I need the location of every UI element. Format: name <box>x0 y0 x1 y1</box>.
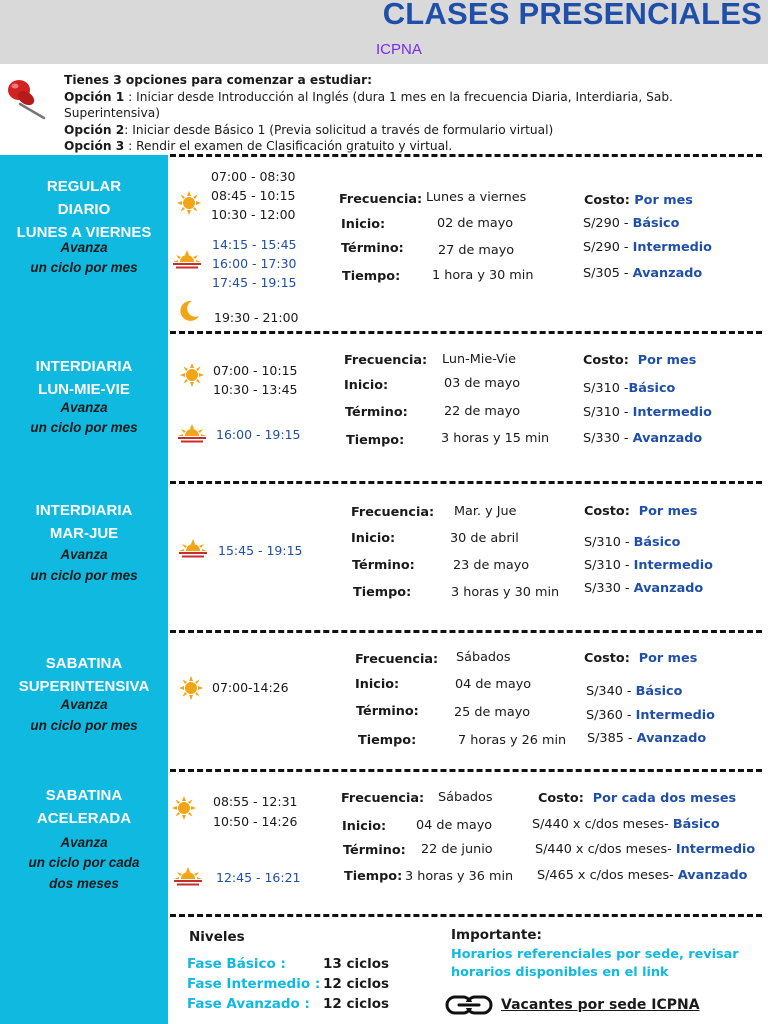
price-intermedio: S/290 - Intermedio <box>583 240 712 255</box>
costo-header: Costo: Por mes <box>584 651 698 666</box>
section-subtitle-line: Avanza <box>60 697 108 712</box>
time-slot: 14:15 - 15:45 <box>212 237 297 252</box>
time-slot: 10:30 - 12:00 <box>211 207 296 222</box>
intro-option-3: Opción 3 : Rendir el examen de Clasificación gratuito y virtual. <box>64 139 453 153</box>
separator <box>170 331 762 334</box>
price-basico: S/340 - Básico <box>586 684 683 699</box>
costo-header: Costo: Por mes <box>584 504 698 519</box>
separator <box>170 630 762 633</box>
time-slot: 07:00 - 10:15 <box>213 363 298 378</box>
moon-icon <box>176 298 202 324</box>
section-subtitle-line: un ciclo por mes <box>30 568 138 583</box>
price-intermedio: S/440 x c/dos meses- Intermedio <box>535 842 756 857</box>
price-intermedio: S/360 - Intermedio <box>586 708 715 723</box>
termino-label: Término: <box>343 843 406 858</box>
page-title: CLASES PRESENCIALES <box>382 0 762 31</box>
importante-text: Horarios referenciales por sede, revisar horarios disponibles en el link <box>451 947 739 980</box>
separator <box>170 769 762 772</box>
intro-heading: Tienes 3 opciones para comenzar a estudiar: <box>64 73 372 87</box>
sunset-icon <box>173 864 203 888</box>
section-title-line: LUN-MIE-VIE <box>38 381 130 398</box>
frecuencia-label: Frecuencia: <box>355 652 439 667</box>
section-title-line: SABATINA <box>45 655 123 672</box>
inicio-label: Inicio: <box>355 677 400 692</box>
section-subtitle-line: Avanza <box>60 835 108 850</box>
header-bar <box>0 0 768 64</box>
inicio-value: 02 de mayo <box>437 216 514 231</box>
costo-header: Costo: Por mes <box>584 193 693 208</box>
price-basico: S/310 - Básico <box>584 535 681 550</box>
price-avanzado: S/330 - Avanzado <box>583 431 703 446</box>
sun-icon <box>171 795 197 821</box>
sunset-icon <box>172 247 202 271</box>
sun-icon <box>178 675 204 701</box>
time-slot: 10:50 - 14:26 <box>213 814 298 829</box>
section-title-line: LUNES A VIERNES <box>16 224 152 241</box>
time-slot: 16:00 - 19:15 <box>216 427 301 442</box>
separator <box>170 154 762 157</box>
price-intermedio: S/310 - Intermedio <box>584 558 713 573</box>
link-icon[interactable] <box>445 994 493 1016</box>
section-subtitle-line: dos meses <box>49 876 119 891</box>
sun-icon <box>179 362 205 388</box>
section-title-line: INTERDIARIA <box>35 502 133 519</box>
importante-title: Importante: <box>451 927 542 943</box>
frecuencia-label: Frecuencia: <box>339 192 423 207</box>
tiempo-label: Tiempo: <box>342 269 401 284</box>
price-basico: S/310 -Básico <box>583 381 676 396</box>
intro-option-1: Opción 1 : Iniciar desde Introducción al Inglés (dura 1 mes en la frecuencia Diaria, Interdiaria, Sab. Superintensiva) <box>64 89 673 120</box>
frecuencia-value: Sábados <box>438 790 493 805</box>
costo-header: Costo: Por mes <box>583 353 697 368</box>
time-slot: 17:45 - 19:15 <box>212 275 297 290</box>
frecuencia-value: Sábados <box>456 650 511 665</box>
termino-label: Término: <box>352 558 415 573</box>
termino-value: 22 de junio <box>421 842 493 857</box>
termino-value: 23 de mayo <box>453 558 530 573</box>
price-avanzado: S/465 x c/dos meses- Avanzado <box>537 868 748 883</box>
time-slot: 10:30 - 13:45 <box>213 382 298 397</box>
section-subtitle-line: un ciclo por mes <box>30 260 138 275</box>
sunset-icon <box>178 536 208 560</box>
price-avanzado: S/305 - Avanzado <box>583 266 703 281</box>
inicio-value: 03 de mayo <box>444 376 521 391</box>
time-slot: 15:45 - 19:15 <box>218 543 303 558</box>
tiempo-label: Tiempo: <box>344 869 403 884</box>
section-subtitle-line: Avanza <box>60 240 108 255</box>
section-title-line: DIARIO <box>57 201 111 218</box>
inicio-value: 30 de abril <box>450 531 519 546</box>
tiempo-value: 7 horas y 26 min <box>458 733 567 748</box>
frecuencia-label: Frecuencia: <box>341 791 425 806</box>
tiempo-label: Tiempo: <box>358 733 417 748</box>
termino-label: Término: <box>356 704 419 719</box>
time-slot: 12:45 - 16:21 <box>216 870 301 885</box>
separator <box>170 914 762 917</box>
costo-header: Costo: Por cada dos meses <box>538 791 737 806</box>
price-basico: S/290 - Básico <box>583 216 680 231</box>
section-title-line: INTERDIARIA <box>35 358 133 375</box>
pushpin-icon <box>6 76 50 122</box>
separator <box>170 481 762 484</box>
inicio-value: 04 de mayo <box>416 818 493 833</box>
frecuencia-value: Mar. y Jue <box>454 504 517 519</box>
fase-avanzado: Fase Avanzado : 12 ciclos <box>187 996 390 1012</box>
inicio-label: Inicio: <box>341 217 386 232</box>
tiempo-label: Tiempo: <box>346 433 405 448</box>
intro-option-2: Opción 2: Iniciar desde Básico 1 (Previa solicitud a través de formulario virtual) <box>64 122 554 137</box>
page-subtitle: ICPNA <box>376 41 422 58</box>
time-slot: 19:30 - 21:00 <box>214 310 299 325</box>
section-subtitle-line: Avanza <box>60 400 108 415</box>
tiempo-label: Tiempo: <box>353 585 412 600</box>
vacantes-link[interactable]: Vacantes por sede ICPNA <box>501 997 700 1013</box>
termino-value: 22 de mayo <box>444 404 521 419</box>
termino-value: 25 de mayo <box>454 705 531 720</box>
tiempo-value: 3 horas y 15 min <box>441 431 550 446</box>
time-slot: 08:45 - 10:15 <box>211 188 296 203</box>
frecuencia-label: Frecuencia: <box>344 353 428 368</box>
sun-icon <box>176 190 202 216</box>
tiempo-value: 3 horas y 30 min <box>451 585 560 600</box>
section-title-line: SUPERINTENSIVA <box>18 678 150 695</box>
price-intermedio: S/310 - Intermedio <box>583 405 712 420</box>
time-slot: 07:00-14:26 <box>212 680 289 695</box>
inicio-value: 04 de mayo <box>455 677 532 692</box>
frecuencia-value: Lunes a viernes <box>426 190 527 205</box>
price-basico: S/440 x c/dos meses- Básico <box>532 817 720 832</box>
time-slot: 07:00 - 08:30 <box>211 169 296 184</box>
frecuencia-label: Frecuencia: <box>351 505 435 520</box>
section-subtitle-line: un ciclo por mes <box>30 420 138 435</box>
tiempo-value: 1 hora y 30 min <box>432 268 534 283</box>
niveles-title: Niveles <box>189 929 245 945</box>
section-title-line: REGULAR <box>46 178 122 195</box>
tiempo-value: 3 horas y 36 min <box>405 869 514 884</box>
time-slot: 16:00 - 17:30 <box>212 256 297 271</box>
section-subtitle-line: Avanza <box>60 547 108 562</box>
termino-value: 27 de mayo <box>438 243 515 258</box>
termino-label: Término: <box>345 405 408 420</box>
termino-label: Término: <box>341 241 404 256</box>
section-title-line: SABATINA <box>45 787 123 804</box>
inicio-label: Inicio: <box>351 531 396 546</box>
price-avanzado: S/385 - Avanzado <box>587 731 707 746</box>
sunset-icon <box>177 421 207 445</box>
time-slot: 08:55 - 12:31 <box>213 794 298 809</box>
fase-intermedio: Fase Intermedio : 12 ciclos <box>187 976 390 992</box>
price-avanzado: S/330 - Avanzado <box>584 581 704 596</box>
fase-basico: Fase Básico : 13 ciclos <box>187 956 390 972</box>
inicio-label: Inicio: <box>344 378 389 393</box>
frecuencia-value: Lun-Mie-Vie <box>442 352 516 367</box>
section-subtitle-line: un ciclo por cada <box>28 855 140 870</box>
section-title-line: MAR-JUE <box>49 525 119 542</box>
section-title-line: ACELERADA <box>36 810 132 827</box>
intro-block <box>64 72 768 155</box>
section-subtitle-line: un ciclo por mes <box>30 718 138 733</box>
inicio-label: Inicio: <box>342 819 387 834</box>
